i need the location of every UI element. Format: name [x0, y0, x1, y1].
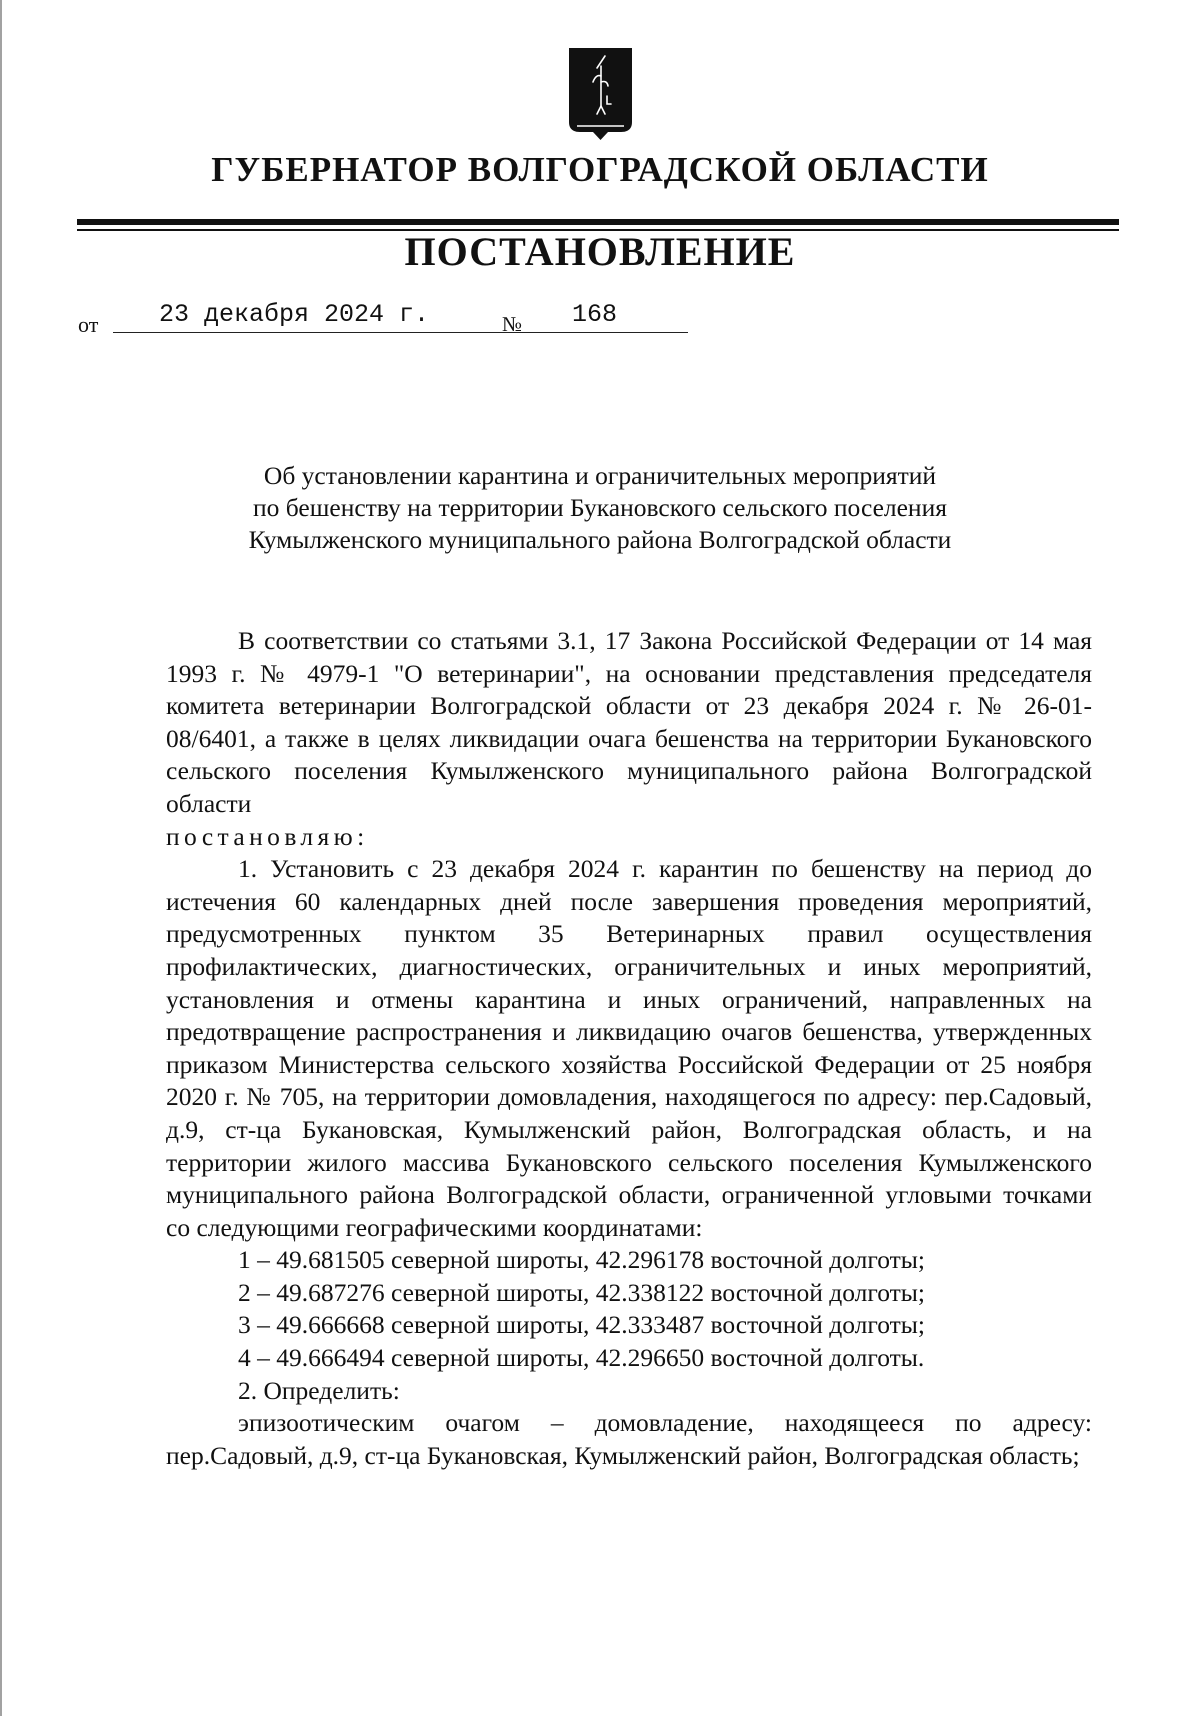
- authority-title: ГУБЕРНАТОР ВОЛГОГРАДСКОЙ ОБЛАСТИ: [211, 150, 989, 189]
- document-body: [166, 625, 1092, 1472]
- subject-line: Кумылженского муниципального района Волгоградской области: [248, 525, 952, 554]
- document-type-title: ПОСТАНОВЛЕНИЕ: [404, 229, 796, 274]
- item-1-paragraph: 1. Установить с 23 декабря 2024 г. карантин по бешенству на период до истечения 60 календарных дней после завершения проведения мероприятий, предусмотренных пунктом 35 Ветеринарных правил осуществления профилактических, диагностических, ограничительных и иных мероприятий, установления и отмены карантина и иных ограничений, направленных на предотвращение распространения и ликвидацию очагов бешенства, утвержденных приказом Министерства сельского хозяйства Российской Федерации от 25 ноября 2020 г. № 705, на территории домовладения, находящегося по адресу: пер.Садовый, д.9, ст-ца Букановская, Кумылженский район, Волгоградская область, и на территории жилого массива Букановского сельского поселения Кумылженского муниципального района Волгоградской области, ограниченной угловыми точками со следующими географическими координатами:: [166, 854, 1092, 1242]
- subject-line: Об установлении карантина и ограничительных мероприятий: [263, 461, 937, 490]
- header-rule-thick: [77, 219, 1119, 225]
- preamble-paragraph: В соответствии со статьями 3.1, 17 Закона Российской Федерации от 14 мая 1993 г. № 4979-1 "О ветеринарии", на основании представления председателя комитета ветеринарии Волгоградской области от 23 декабря 2024 г. № 26-01-08/6401, а также в целях ликвидации очага бешенства на территории Букановского сельского поселения Кумылженского муниципального района Волгоградской области: [166, 626, 1092, 818]
- document-subject: [160, 460, 1040, 556]
- item-2-heading: 2. Определить:: [238, 1375, 400, 1405]
- date-number-row: [78, 300, 698, 340]
- document-date: 23 декабря 2024 г.: [113, 300, 567, 333]
- coordinate-line: 3 – 49.666668 северной широты, 42.333487 восточной долготы;: [238, 1310, 925, 1340]
- coat-of-arms-icon: [563, 44, 638, 144]
- coordinate-line: 2 – 49.687276 северной широты, 42.338122 восточной долготы;: [238, 1277, 925, 1307]
- document-number: 168: [528, 300, 688, 333]
- date-label: от: [78, 312, 99, 337]
- number-label: №: [502, 312, 523, 336]
- coordinate-line: 4 – 49.666494 северной широты, 42.296650 восточной долготы.: [238, 1343, 925, 1373]
- decree-word: постановляю:: [166, 821, 369, 851]
- item-2-paragraph: эпизоотическим очагом – домовладение, находящееся по адресу: пер.Садовый, д.9, ст-ца Букановская, Кумылженский район, Волгоградская область;: [166, 1408, 1092, 1470]
- subject-line: по бешенству на территории Букановского сельского поселения: [253, 493, 947, 522]
- coordinate-line: 1 – 49.681505 северной широты, 42.296178 восточной долготы;: [238, 1245, 925, 1275]
